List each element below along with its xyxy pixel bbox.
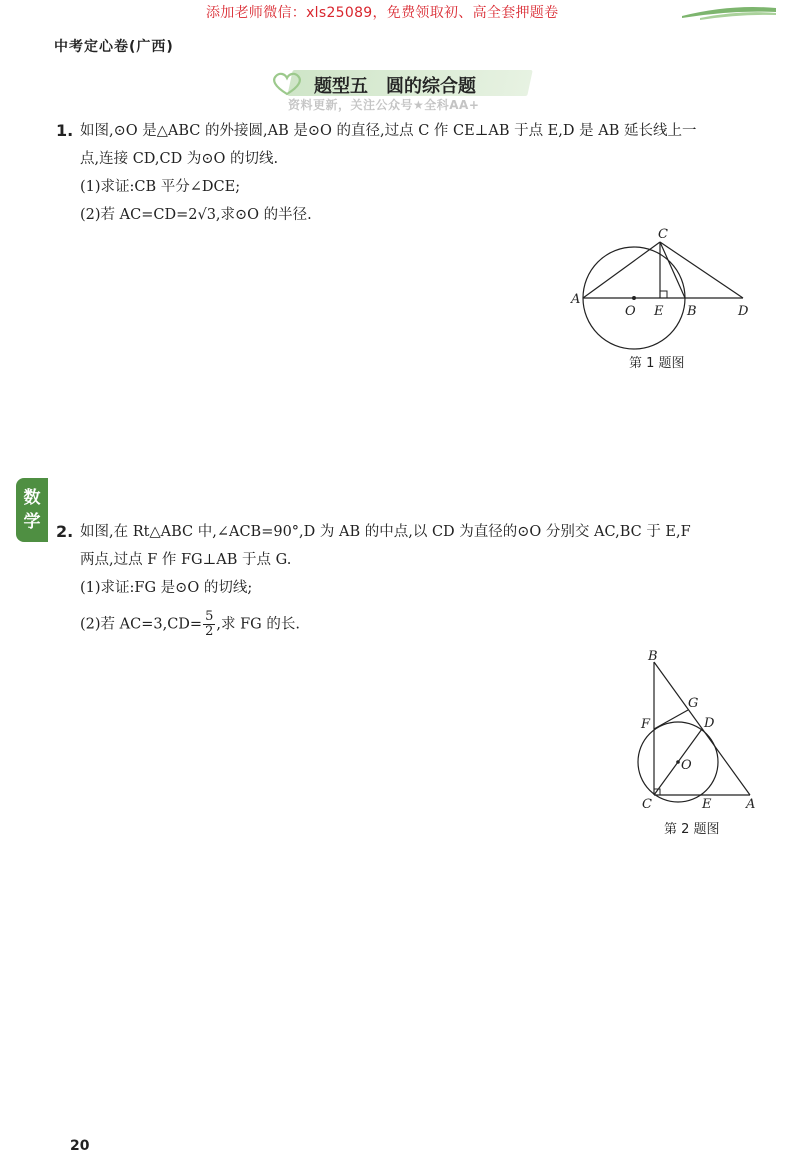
fraction-five-halves xyxy=(203,610,215,639)
problem-number: 1. xyxy=(56,121,74,140)
label-a: A xyxy=(571,292,581,307)
heart-icon xyxy=(270,72,304,96)
label-e: E xyxy=(702,797,712,812)
part-2-suffix: ,求 FG 的长. xyxy=(216,616,300,633)
label-d: D xyxy=(704,716,715,731)
banner-text: 添加老师微信：xls25089，免费领取初、高全套押题卷 xyxy=(206,5,559,21)
problem-part-2 xyxy=(56,610,756,639)
label-c: C xyxy=(642,797,652,812)
figure-2-caption: 第 2 题图 xyxy=(664,822,720,837)
figure-1-diagram xyxy=(565,225,765,350)
running-head: 中考定心卷(广西) xyxy=(54,39,174,55)
problem-text-line: 如图,在 Rt△ABC 中,∠ACB=90°,D 为 AB 的中点,以 CD 为直径的⊙O 分别交 AC,BC 于 E,F xyxy=(80,524,691,540)
label-o: O xyxy=(681,758,692,773)
segment-ac xyxy=(583,242,660,298)
problem-2 xyxy=(56,518,756,639)
segment-fg xyxy=(654,710,688,729)
subject-label: 数学 xyxy=(23,488,41,532)
problem-text-line: 两点,过点 F 作 FG⊥AB 于点 G. xyxy=(80,552,292,568)
center-point-o xyxy=(632,296,636,300)
label-e: E xyxy=(654,304,664,319)
problem-part-1: (1)求证:FG 是⊙O 的切线; xyxy=(80,580,253,596)
label-g: G xyxy=(688,696,699,711)
figure-2-diagram xyxy=(630,645,765,815)
label-a: A xyxy=(746,797,756,812)
fraction-numerator: 5 xyxy=(205,609,214,624)
problem-text-line: 点,连接 CD,CD 为⊙O 的切线. xyxy=(80,151,279,167)
page-number: 20 xyxy=(70,1138,90,1151)
problem-1 xyxy=(56,117,756,229)
watermark: 资料更新，关注公众号★全科AA+ xyxy=(288,98,480,112)
swoosh-decoration-icon xyxy=(680,0,780,22)
label-f: F xyxy=(641,717,651,732)
problem-part-2: (2)若 AC=CD=2√3,求⊙O 的半径. xyxy=(80,207,312,223)
fraction-denominator: 2 xyxy=(205,624,214,639)
label-c: C xyxy=(658,227,668,242)
center-point-o xyxy=(676,760,680,764)
label-b: B xyxy=(648,649,658,664)
figure-1-caption: 第 1 题图 xyxy=(629,356,685,371)
top-banner xyxy=(0,0,800,22)
section-title: 题型五 圆的综合题 xyxy=(314,76,476,97)
problem-text-line: 如图,⊙O 是△ABC 的外接圆,AB 是⊙O 的直径,过点 C 作 CE⊥AB 于点 E,D 是 AB 延长线上一 xyxy=(80,123,697,139)
label-d: D xyxy=(738,304,749,319)
label-o: O xyxy=(625,304,636,319)
right-angle-mark xyxy=(660,291,667,298)
label-b: B xyxy=(687,304,697,319)
problem-part-1: (1)求证:CB 平分∠DCE; xyxy=(80,179,241,195)
problem-number: 2. xyxy=(56,522,74,541)
section-header xyxy=(270,70,532,98)
part-2-prefix: (2)若 AC=3,CD= xyxy=(80,616,203,633)
subject-side-tab xyxy=(16,478,48,542)
